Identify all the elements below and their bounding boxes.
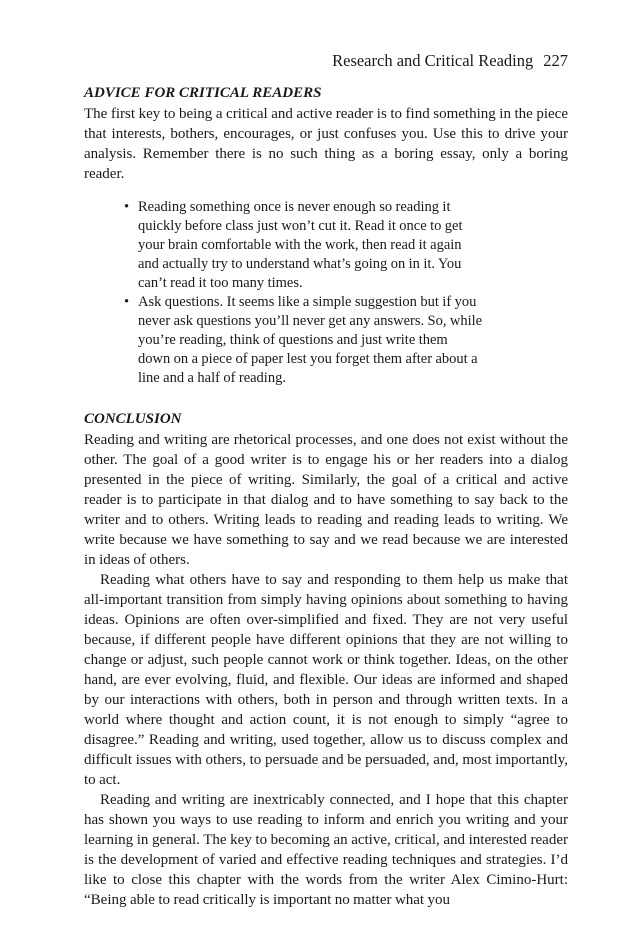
bullet-item bbox=[124, 198, 483, 293]
advice-heading: ADVICE FOR CRITICAL READERS bbox=[84, 85, 322, 101]
conclusion-heading: CONCLUSION bbox=[84, 411, 182, 427]
conclusion-paragraph-2: Reading what others have to say and responding to them help us make that all-important transition from simply having opinions about something to having ideas. Opinions are often over-simplified and fixed. They are not very useful because, if different people have different opinions that they are not willing to change or adjust, such people cannot work or think together. Ideas, on the other hand, are ever evolving, fluid, and flexible. Our ideas are informed and shaped by our interactions with others, both in person and through written texts. In a world where thought and action count, it is not enough to simply “agree to disagree.” Reading and writing, used together, allow us to discuss complex and difficult issues with others, to persuade and be persuaded, and, most importantly, to act. bbox=[84, 572, 568, 788]
bullet-text: Ask questions. It seems like a simple suggestion but if you never ask questions you’ll never get any answers. So, while you’re reading, think of questions and just write them down on a piece of paper lest you forget them after about a line and a half of reading. bbox=[138, 294, 483, 386]
bullet-glyph: • bbox=[124, 199, 130, 215]
bullet-glyph: • bbox=[124, 294, 130, 310]
page bbox=[84, 50, 568, 910]
advice-bullet-list bbox=[84, 198, 568, 388]
advice-intro-paragraph: The first key to being a critical and active reader is to find something in the piece that interests, bothers, encourages, or just confuses you. Use this to drive your analysis. Remember there is no such thing as a boring essay, only a boring reader. bbox=[84, 106, 568, 182]
section-spacer bbox=[84, 388, 568, 408]
conclusion-paragraph-1: Reading and writing are rhetorical processes, and one does not exist without the other. The goal of a good writer is to engage his or her readers into a dialog presented in the piece of writing. Similarly, the goal of a critical and active reader is to participate in that dialog and to have something to say back to the writer and to others. Writing leads to reading and reading leads to writing. We write because we have something to say and we read because we are interested in ideas of others. bbox=[84, 432, 568, 568]
page-number: 227 bbox=[543, 51, 568, 70]
running-title: Research and Critical Reading bbox=[332, 51, 534, 70]
running-header bbox=[84, 50, 568, 72]
conclusion-paragraph-3: Reading and writing are inextricably connected, and I hope that this chapter has shown you ways to use reading to inform and enrich you writing and your learning in general. The key to becoming an active, critical, and interested reader is the development of varied and effective reading techniques and strategies. I’d like to close this chapter with the words from the writer Alex Cimino-Hurt: “Being able to read critically is important no matter what you bbox=[84, 792, 568, 908]
bullet-text: Reading something once is never enough so reading it quickly before class just won’t cut it. Read it once to get your brain comfortable with the work, then read it again and actually try to understand what’s going on in it. You can’t read it too many times. bbox=[138, 199, 463, 291]
bullet-item bbox=[124, 293, 483, 388]
